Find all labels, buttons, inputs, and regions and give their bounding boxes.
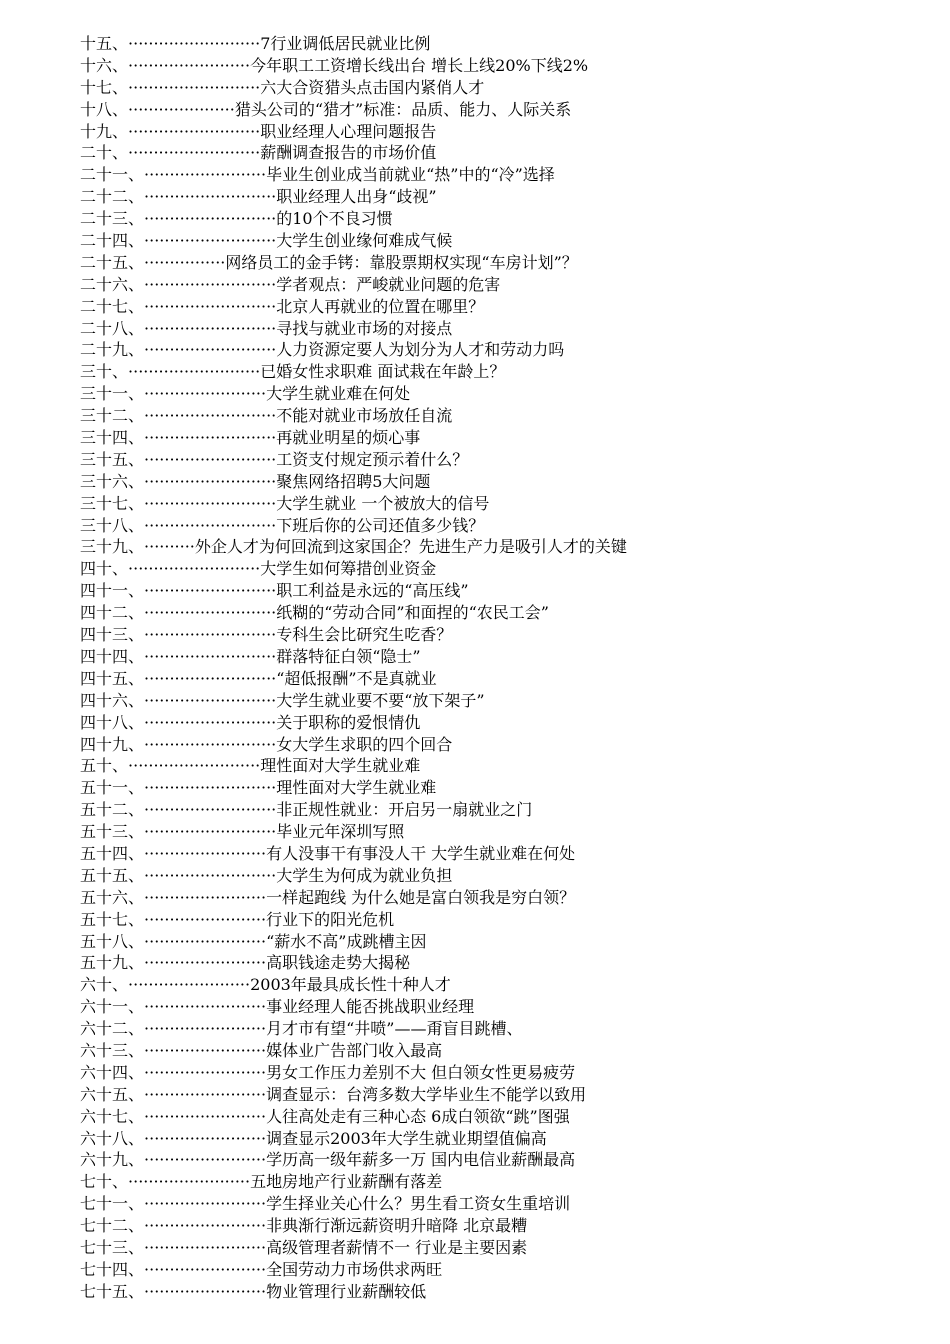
toc-entry-title: 非正规性就业：开启另一扇就业之门: [276, 800, 533, 820]
toc-entry-title: 纸糊的“劳动合同”和面捏的“农民工会”: [276, 603, 549, 623]
toc-entry-title: 网络员工的金手铐：靠股票期权实现“车房计划”？: [225, 252, 578, 272]
toc-entry: [80, 755, 800, 777]
toc-entry-title: 调查显示：台湾多数大学毕业生不能学以致用: [266, 1084, 587, 1104]
toc-entry-title: 专科生会比研究生吃香？: [276, 625, 453, 645]
toc-entry-title: 全国劳动力市场供求两旺: [266, 1259, 443, 1279]
toc-entry-number: 二十六、: [80, 274, 145, 294]
toc-entry-title: 再就业明星的烦心事: [276, 428, 421, 448]
toc-entry: [80, 1084, 800, 1106]
toc-entry: [80, 383, 800, 405]
toc-entry: [80, 1215, 800, 1237]
toc-leader-dots: ························: [144, 1062, 267, 1082]
toc-entry-number: 五十七、: [80, 909, 145, 929]
toc-leader-dots: ··························: [144, 493, 277, 513]
toc-leader-dots: ························: [144, 1237, 267, 1257]
toc-entry: [80, 777, 800, 799]
toc-entry-number: 四十四、: [80, 646, 145, 666]
toc-leader-dots: ··························: [144, 187, 277, 207]
toc-entry-title: 学历高一级年薪多一万 国内电信业薪酬最高: [266, 1150, 576, 1170]
toc-entry: [80, 602, 800, 624]
toc-entry-title: 毕业生创业成当前就业“热”中的“冷”选择: [266, 165, 555, 185]
toc-entry-number: 七十四、: [80, 1259, 145, 1279]
toc-entry-number: 二十七、: [80, 296, 145, 316]
toc-entry: [80, 887, 800, 909]
toc-entry-title: 不能对就业市场放任自流: [276, 406, 453, 426]
toc-leader-dots: ··························: [128, 362, 261, 382]
toc-entry: [80, 121, 800, 143]
toc-leader-dots: ························: [144, 909, 267, 929]
toc-leader-dots: ························: [128, 1172, 251, 1192]
toc-entry-title: 大学生就业 一个被放大的信号: [276, 493, 490, 513]
toc-leader-dots: ··························: [128, 143, 261, 163]
toc-entry-number: 七十二、: [80, 1216, 145, 1236]
toc-leader-dots: ························: [144, 165, 267, 185]
toc-leader-dots: ··························: [144, 471, 277, 491]
toc-leader-dots: ························: [144, 1084, 267, 1104]
toc-entry-title: 已婚女性求职难 面试栽在年龄上？: [260, 362, 506, 382]
toc-entry-number: 三十五、: [80, 449, 145, 469]
toc-entry-title: 月才市有望“井喷”——甭盲目跳槽、: [266, 1019, 523, 1039]
toc-entry: [80, 952, 800, 974]
toc-leader-dots: ························: [144, 1019, 267, 1039]
toc-entry: [80, 449, 800, 471]
toc-entry: [80, 405, 800, 427]
toc-entry: [80, 230, 800, 252]
toc-entry-title: “超低报酬”不是真就业: [276, 668, 437, 688]
toc-entry: [80, 1062, 800, 1084]
toc-entry: [80, 1281, 800, 1303]
toc-entry: [80, 339, 800, 361]
toc-leader-dots: ························: [144, 997, 267, 1017]
toc-entry-title: 大学生就业要不要“放下架子”: [276, 690, 485, 710]
toc-leader-dots: ························: [144, 1150, 267, 1170]
toc-entry-number: 三十八、: [80, 515, 145, 535]
toc-entry-title: 职工利益是永远的“高压线”: [276, 581, 469, 601]
toc-entry-number: 四十三、: [80, 625, 145, 645]
toc-leader-dots: ··························: [144, 690, 277, 710]
toc-entry: [80, 909, 800, 931]
toc-leader-dots: ··························: [144, 296, 277, 316]
toc-leader-dots: ··························: [144, 646, 277, 666]
toc-entry-number: 十九、: [80, 121, 129, 141]
toc-leader-dots: ························: [144, 1128, 267, 1148]
toc-entry-title: 聚焦网络招聘5大问题: [276, 471, 431, 491]
toc-entry-title: 学生择业关心什么？男生看工资女生重培训: [266, 1194, 571, 1214]
toc-entry-number: 五十三、: [80, 822, 145, 842]
toc-leader-dots: ··························: [144, 668, 277, 688]
toc-entry-number: 五十九、: [80, 953, 145, 973]
toc-leader-dots: ··························: [144, 406, 277, 426]
toc-entry-title: 今年职工工资增长线出台 增长上线20%下线2%: [250, 55, 589, 75]
toc-leader-dots: ··························: [144, 865, 277, 885]
toc-entry-title: 北京人再就业的位置在哪里？: [276, 296, 485, 316]
toc-entry-title: 毕业元年深圳写照: [276, 822, 405, 842]
toc-entry-number: 十八、: [80, 99, 129, 119]
toc-entry-title: 2003年最具成长性十种人才: [250, 975, 451, 995]
toc-leader-dots: ················: [144, 252, 226, 272]
toc-entry: [80, 77, 800, 99]
toc-leader-dots: ··························: [144, 822, 277, 842]
toc-entry: [80, 274, 800, 296]
toc-entry: [80, 471, 800, 493]
toc-leader-dots: ························: [144, 1216, 267, 1236]
toc-entry-number: 三十七、: [80, 493, 145, 513]
toc-entry: [80, 712, 800, 734]
toc-entry: [80, 142, 800, 164]
toc-entry: [80, 1128, 800, 1150]
toc-entry-title: 7行业调低居民就业比例: [260, 34, 431, 53]
toc-entry-number: 五十一、: [80, 778, 145, 798]
toc-entry-title: 事业经理人能否挑战职业经理: [266, 997, 475, 1017]
toc-leader-dots: ··························: [144, 515, 277, 535]
toc-entry-number: 三十、: [80, 362, 129, 382]
toc-entry: [80, 843, 800, 865]
toc-entry-number: 二十一、: [80, 165, 145, 185]
toc-entry-number: 二十三、: [80, 209, 145, 229]
toc-entry-number: 六十四、: [80, 1062, 145, 1082]
toc-entry: [80, 580, 800, 602]
toc-entry-number: 四十二、: [80, 603, 145, 623]
toc-entry: [80, 1018, 800, 1040]
toc-leader-dots: ························: [144, 887, 267, 907]
toc-entry: [80, 974, 800, 996]
toc-entry: [80, 1040, 800, 1062]
toc-entry: [80, 996, 800, 1018]
toc-entry-title: 一样起跑线 为什么她是富白领我是穷白领？: [266, 887, 576, 907]
toc-leader-dots: ························: [144, 1259, 267, 1279]
toc-entry-number: 七十五、: [80, 1281, 145, 1301]
toc-leader-dots: ··························: [128, 756, 261, 776]
toc-entry-title: 高级管理者薪情不一 行业是主要因素: [266, 1237, 528, 1257]
toc-entry-number: 六十七、: [80, 1106, 145, 1126]
toc-entry-number: 三十六、: [80, 471, 145, 491]
toc-leader-dots: ··························: [144, 318, 277, 338]
toc-entry-number: 四十、: [80, 559, 129, 579]
toc-entry-title: 有人没事干有事没人干 大学生就业难在何处: [266, 843, 576, 863]
toc-leader-dots: ··························: [144, 340, 277, 360]
toc-leader-dots: ··························: [144, 778, 277, 798]
toc-entry-number: 六十八、: [80, 1128, 145, 1148]
toc-entry-number: 二十、: [80, 143, 129, 163]
toc-entry: [80, 252, 800, 274]
toc-entry: [80, 296, 800, 318]
toc-entry: [80, 99, 800, 121]
toc-entry: [80, 690, 800, 712]
toc-entry-number: 五十四、: [80, 843, 145, 863]
toc-entry: [80, 427, 800, 449]
toc-leader-dots: ··························: [144, 209, 277, 229]
toc-entry-number: 六十三、: [80, 1040, 145, 1060]
toc-leader-dots: ··························: [144, 428, 277, 448]
toc-entry-title: 职业经理人心理问题报告: [260, 121, 437, 141]
toc-entry-number: 四十八、: [80, 712, 145, 732]
toc-entry: [80, 33, 800, 55]
toc-entry-number: 二十五、: [80, 252, 145, 272]
toc-leader-dots: ························: [144, 1106, 267, 1126]
toc-entry-title: “薪水不高”成跳槽主因: [266, 931, 427, 951]
toc-entry-number: 三十九、: [80, 537, 145, 557]
toc-entry-number: 四十一、: [80, 581, 145, 601]
toc-leader-dots: ·····················: [128, 99, 235, 119]
toc-entry-number: 六十五、: [80, 1084, 145, 1104]
toc-entry-title: 大学生如何筹措创业资金: [260, 559, 437, 579]
toc-entry-title: 调查显示2003年大学生就业期望值偏高: [266, 1128, 547, 1148]
toc-entry-number: 十五、: [80, 34, 129, 53]
toc-leader-dots: ··························: [128, 121, 261, 141]
toc-entry: [80, 1149, 800, 1171]
toc-entry-title: 大学生就业难在何处: [266, 384, 411, 404]
table-of-contents: [80, 33, 800, 1303]
toc-entry-title: 非典渐行渐远薪资明升暗降 北京最糟: [266, 1216, 528, 1236]
toc-entry-title: 外企人才为何回流到这家国企？先进生产力是吸引人才的关键: [194, 537, 627, 557]
toc-entry: [80, 668, 800, 690]
toc-entry: [80, 493, 800, 515]
toc-leader-dots: ··························: [144, 625, 277, 645]
toc-leader-dots: ··························: [128, 559, 261, 579]
toc-entry: [80, 646, 800, 668]
toc-entry: [80, 1237, 800, 1259]
toc-entry: [80, 208, 800, 230]
toc-leader-dots: ························: [144, 953, 267, 973]
toc-entry: [80, 821, 800, 843]
toc-entry-title: 行业下的阳光危机: [266, 909, 395, 929]
toc-leader-dots: ························: [144, 843, 267, 863]
toc-entry-title: 媒体业广告部门收入最高: [266, 1040, 443, 1060]
toc-entry-number: 六十一、: [80, 997, 145, 1017]
toc-leader-dots: ··························: [144, 581, 277, 601]
toc-entry: [80, 624, 800, 646]
toc-entry-number: 六十、: [80, 975, 129, 995]
toc-entry-number: 十六、: [80, 55, 129, 75]
toc-leader-dots: ··························: [128, 77, 261, 97]
toc-entry: [80, 361, 800, 383]
toc-entry-title: 薪酬调查报告的市场价值: [260, 143, 437, 163]
toc-entry: [80, 558, 800, 580]
toc-entry-title: 人往高处走有三种心态 6成白领欲“跳”图强: [266, 1106, 570, 1126]
toc-leader-dots: ··························: [144, 231, 277, 251]
toc-entry: [80, 318, 800, 340]
toc-entry-number: 六十二、: [80, 1019, 145, 1039]
toc-entry: [80, 1193, 800, 1215]
toc-entry-title: 群落特征白领“隐士”: [276, 646, 421, 666]
toc-leader-dots: ························: [144, 1040, 267, 1060]
toc-entry-title: 高职钱途走势大揭秘: [266, 953, 411, 973]
toc-leader-dots: ··························: [144, 449, 277, 469]
toc-leader-dots: ··························: [144, 712, 277, 732]
toc-entry-number: 五十、: [80, 756, 129, 776]
toc-entry-number: 二十八、: [80, 318, 145, 338]
toc-entry-title: 六大合资猎头点击国内紧俏人才: [260, 77, 485, 97]
toc-leader-dots: ························: [144, 931, 267, 951]
toc-entry-number: 六十九、: [80, 1150, 145, 1170]
toc-entry-title: 理性面对大学生就业难: [276, 778, 437, 798]
toc-entry-title: 五地房地产行业薪酬有落差: [250, 1172, 443, 1192]
toc-entry-title: 男女工作压力差别不大 但白领女性更易疲劳: [266, 1062, 576, 1082]
toc-entry-number: 五十八、: [80, 931, 145, 951]
toc-entry-number: 三十一、: [80, 384, 145, 404]
toc-entry-number: 十七、: [80, 77, 129, 97]
toc-entry: [80, 1106, 800, 1128]
toc-entry: [80, 536, 800, 558]
toc-entry-number: 二十九、: [80, 340, 145, 360]
toc-leader-dots: ··························: [128, 34, 261, 53]
toc-entry-number: 五十五、: [80, 865, 145, 885]
toc-entry-number: 五十六、: [80, 887, 145, 907]
toc-leader-dots: ··········: [144, 537, 195, 557]
toc-entry-title: 学者观点：严峻就业问题的危害: [276, 274, 501, 294]
toc-entry: [80, 55, 800, 77]
toc-entry: [80, 164, 800, 186]
toc-leader-dots: ························: [128, 55, 251, 75]
toc-entry-title: 职业经理人出身“歧视”: [276, 187, 437, 207]
toc-entry-title: 女大学生求职的四个回合: [276, 734, 453, 754]
toc-entry-number: 三十四、: [80, 428, 145, 448]
toc-leader-dots: ··························: [144, 274, 277, 294]
toc-entry-title: 人力资源定要人为划分为人才和劳动力吗: [276, 340, 565, 360]
toc-leader-dots: ························: [144, 384, 267, 404]
toc-entry-title: 大学生为何成为就业负担: [276, 865, 453, 885]
toc-entry-title: 理性面对大学生就业难: [260, 756, 421, 776]
toc-entry-title: 物业管理行业薪酬较低: [266, 1281, 427, 1301]
toc-entry: [80, 186, 800, 208]
toc-leader-dots: ··························: [144, 800, 277, 820]
toc-entry-number: 七十一、: [80, 1194, 145, 1214]
toc-entry-number: 二十二、: [80, 187, 145, 207]
toc-entry-title: 猎头公司的“猎才”标准：品质、能力、人际关系: [234, 99, 572, 119]
toc-entry-number: 四十五、: [80, 668, 145, 688]
toc-entry-number: 五十二、: [80, 800, 145, 820]
toc-entry-number: 二十四、: [80, 231, 145, 251]
toc-entry-number: 四十九、: [80, 734, 145, 754]
toc-entry-title: 下班后你的公司还值多少钱？: [276, 515, 485, 535]
toc-entry-number: 七十、: [80, 1172, 129, 1192]
toc-entry-title: 大学生创业缘何难成气候: [276, 231, 453, 251]
toc-leader-dots: ························: [128, 975, 251, 995]
toc-leader-dots: ························: [144, 1281, 267, 1301]
toc-leader-dots: ··························: [144, 734, 277, 754]
toc-entry: [80, 931, 800, 953]
toc-entry: [80, 1259, 800, 1281]
toc-entry: [80, 734, 800, 756]
toc-entry: [80, 1171, 800, 1193]
toc-entry: [80, 799, 800, 821]
toc-leader-dots: ··························: [144, 603, 277, 623]
toc-entry-number: 四十六、: [80, 690, 145, 710]
toc-entry: [80, 515, 800, 537]
toc-entry-title: 的10个不良习惯: [276, 209, 393, 229]
toc-entry-number: 三十二、: [80, 406, 145, 426]
toc-entry-title: 工资支付规定预示着什么？: [276, 449, 469, 469]
toc-leader-dots: ························: [144, 1194, 267, 1214]
toc-entry-number: 七十三、: [80, 1237, 145, 1257]
toc-entry-title: 关于职称的爱恨情仇: [276, 712, 421, 732]
toc-entry-title: 寻找与就业市场的对接点: [276, 318, 453, 338]
toc-entry: [80, 865, 800, 887]
